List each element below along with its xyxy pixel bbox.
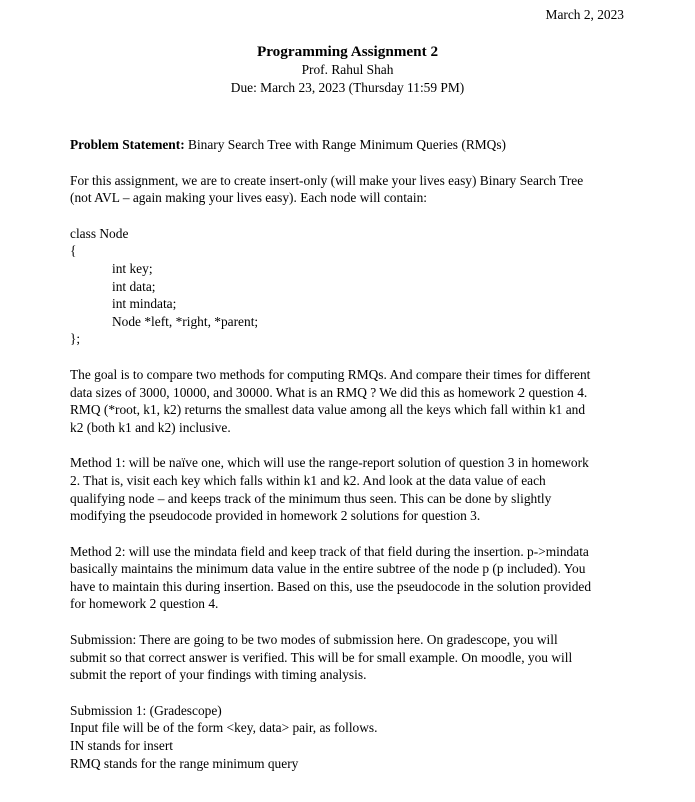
code-line: int mindata; [112, 296, 177, 312]
method2-line: Method 2: will use the mindata field and keep track of that field during the insertion. p->mindata [70, 543, 589, 559]
submission-paragraph [70, 631, 630, 684]
submission1-line: Input file will be of the form <key, data> pair, as follows. [70, 720, 378, 736]
submission1-heading: Submission 1: (Gradescope) [70, 702, 222, 718]
submission-line: Submission: There are going to be two modes of submission here. On gradescope, you will [70, 632, 558, 648]
goal-paragraph [70, 366, 630, 436]
method2-paragraph [70, 543, 630, 613]
document-header [0, 42, 695, 97]
goal-line: RMQ (*root, k1, k2) returns the smallest data value among all the keys which fall within k1 and [70, 402, 586, 418]
problem-statement-label: Problem Statement: [70, 137, 185, 152]
method2-line: basically maintains the minimum data value in the entire subtree of the node p (p included). You [70, 561, 586, 577]
problem-statement [70, 136, 630, 154]
code-line: { [70, 243, 77, 259]
document-body [70, 136, 630, 772]
code-line: class Node [70, 225, 129, 241]
intro-line: For this assignment, we are to create insert-only (will make your lives easy) Binary Search Tree [70, 172, 584, 188]
goal-line: k2 (both k1 and k2) inclusive. [70, 419, 231, 435]
method1-line: Method 1: will be naïve one, which will use the range-report solution of question 3 in homework [70, 455, 589, 471]
submission-line: submit so that correct answer is verified. This will be for small example. On moodle, you will [70, 649, 573, 665]
intro-paragraph [70, 172, 630, 207]
document-title: Programming Assignment 2 [256, 43, 439, 60]
node-class-code [70, 225, 630, 348]
method1-line: qualifying node – and keeps track of the minimum thus seen. This can be done by slightly [70, 490, 552, 506]
author-line: Prof. Rahul Shah [301, 62, 394, 77]
method2-line: have to maintain this during insertion. Based on this, use the pseudocode in the solution provided [70, 578, 592, 594]
method1-paragraph [70, 454, 630, 524]
intro-line: (not AVL – again making your lives easy). Each node will contain: [70, 190, 428, 206]
method2-line: for homework 2 question 4. [70, 596, 219, 612]
problem-statement-text: Binary Search Tree with Range Minimum Queries (RMQs) [184, 137, 507, 152]
due-date-line: Due: March 23, 2023 (Thursday 11:59 PM) [230, 80, 465, 95]
goal-line: data sizes of 3000, 10000, and 30000. What is an RMQ ? We did this as homework 2 question 4. [70, 384, 588, 400]
code-line: Node *left, *right, *parent; [112, 313, 259, 329]
code-line: int key; [112, 260, 153, 276]
method1-line: modifying the pseudocode provided in homework 2 solutions for question 3. [70, 508, 481, 524]
code-line: }; [70, 331, 81, 347]
submission1-section [70, 702, 630, 772]
submission-line: submit the report of your findings with timing analysis. [70, 667, 367, 683]
code-line: int data; [112, 278, 156, 294]
method1-line: 2. That is, visit each key which falls within k1 and k2. And look at the data value of each [70, 472, 546, 488]
document-date: March 2, 2023 [545, 7, 624, 22]
goal-line: The goal is to compare two methods for computing RMQs. And compare their times for different [70, 366, 591, 382]
submission1-line: RMQ stands for the range minimum query [70, 755, 299, 771]
submission1-line: IN stands for insert [70, 738, 174, 754]
